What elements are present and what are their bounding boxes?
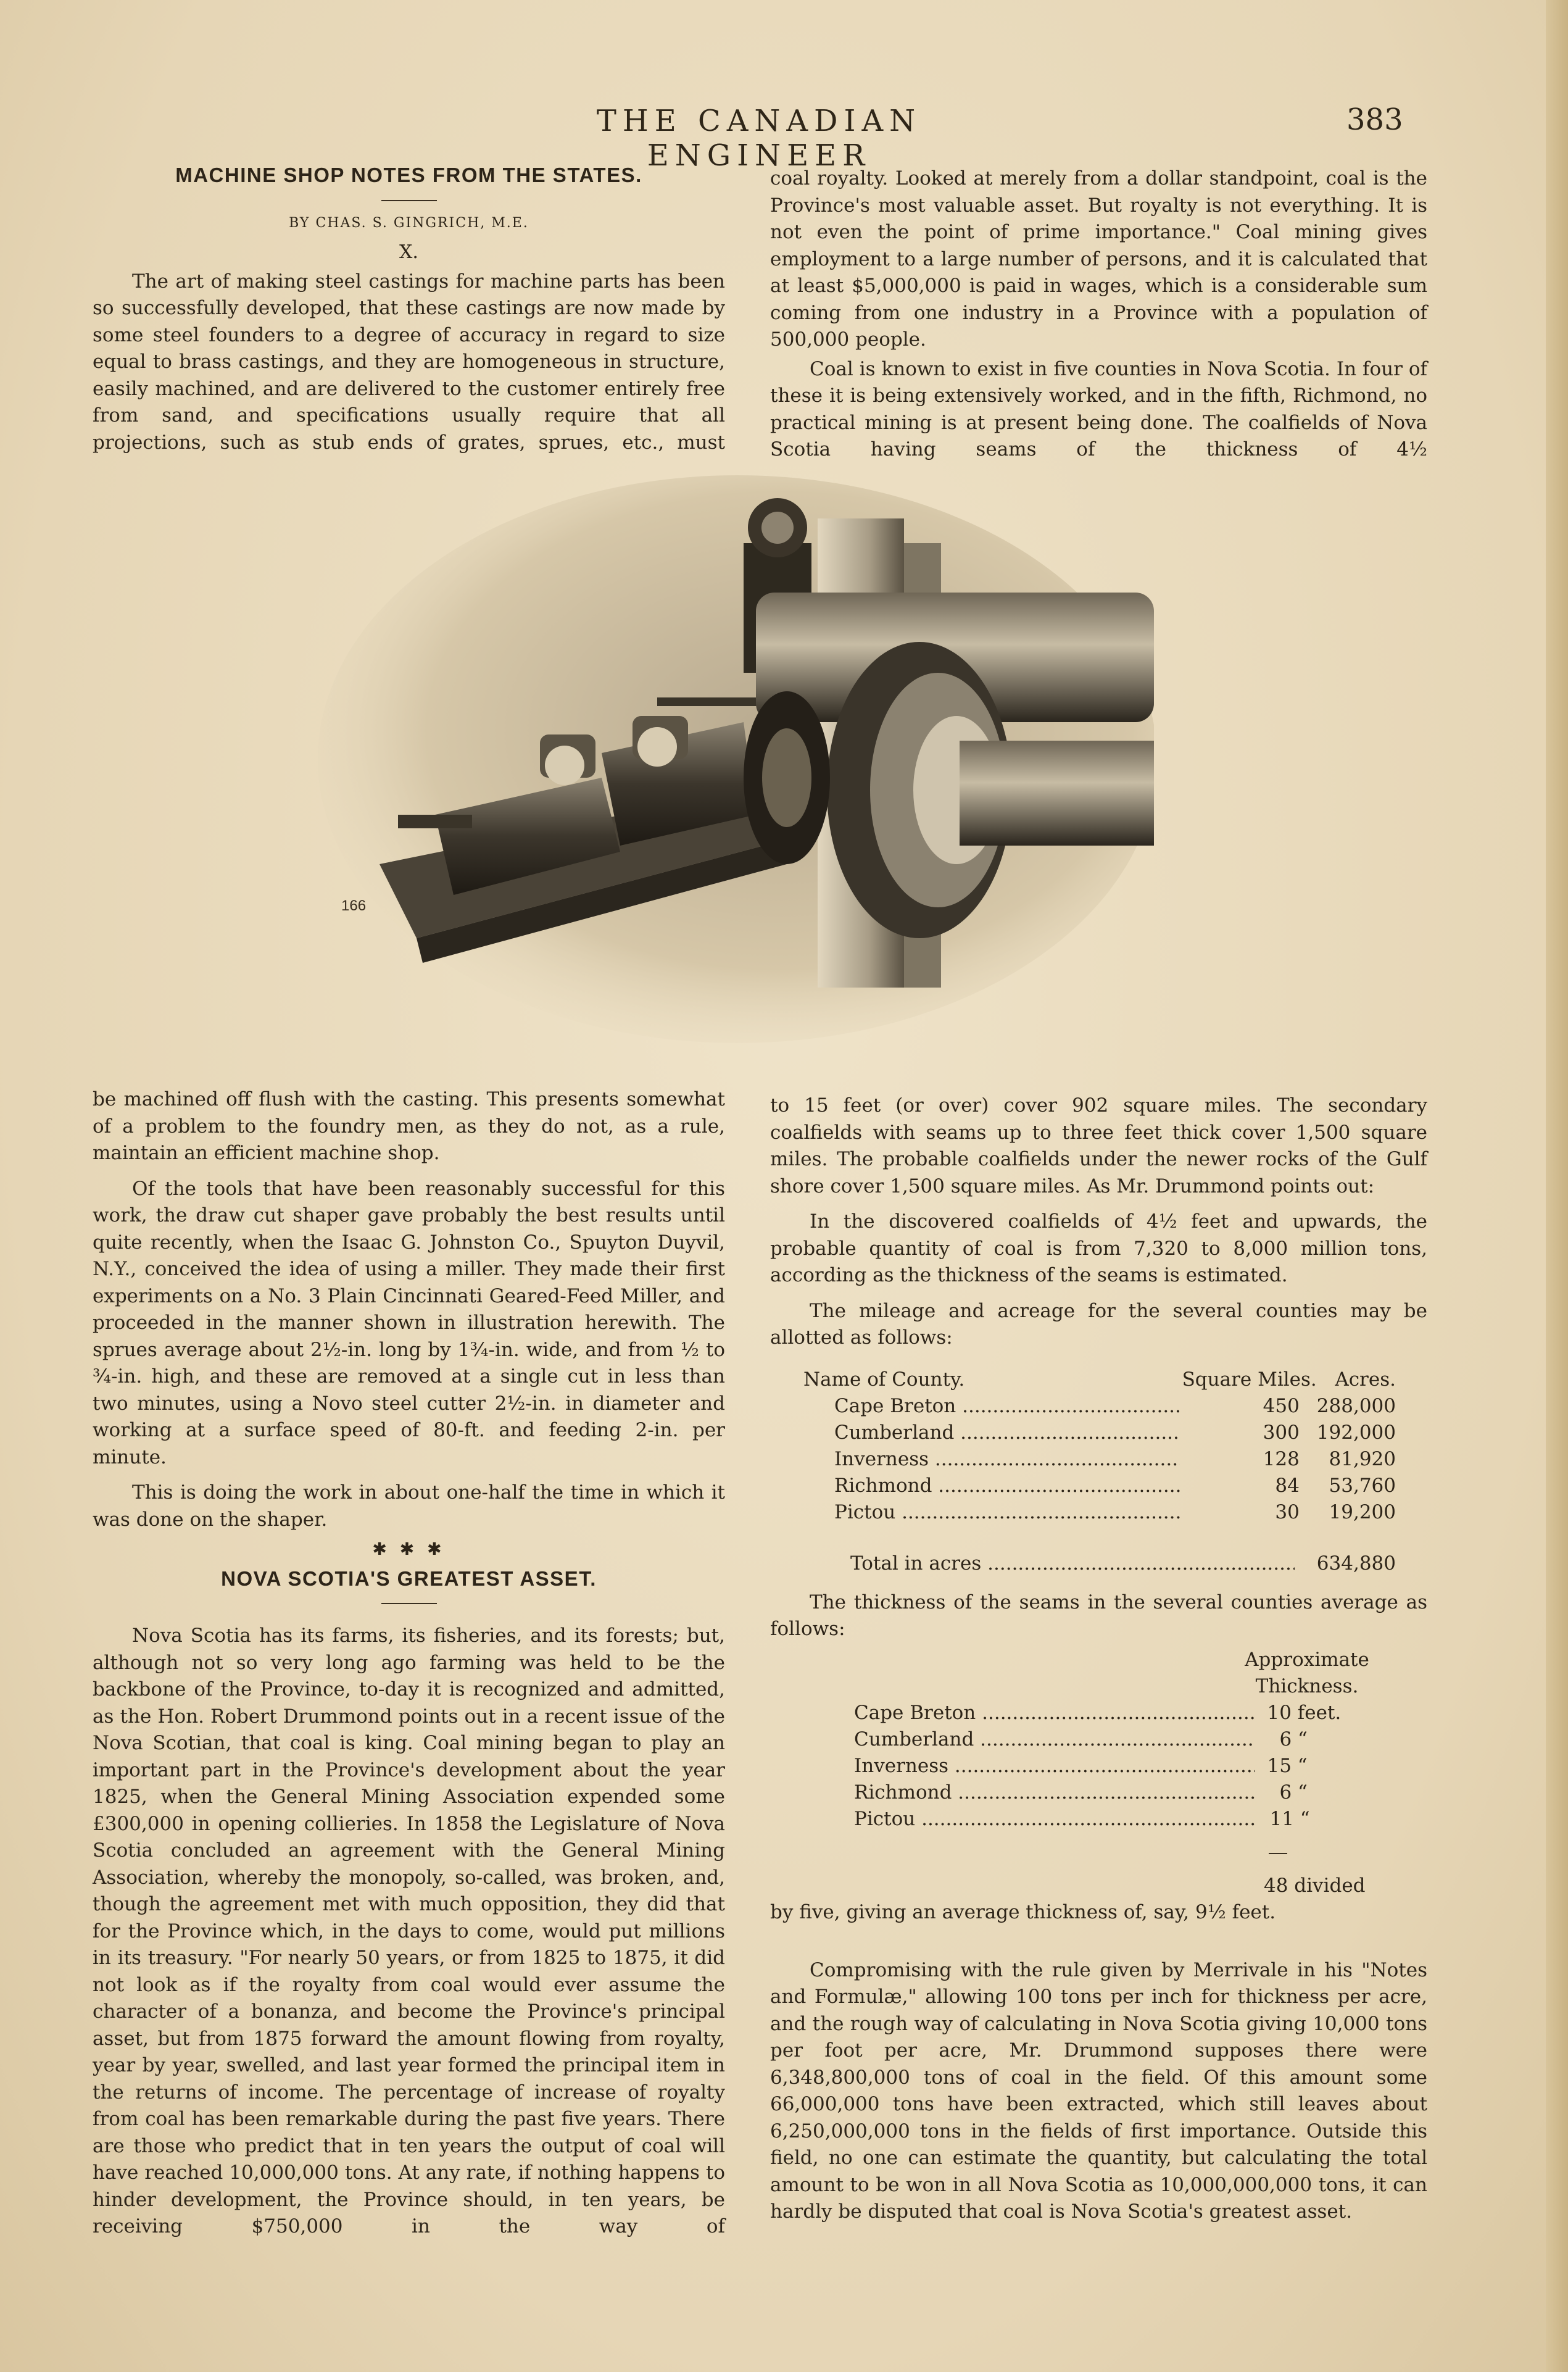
table-row [803, 1446, 1396, 1473]
machine-illustration [312, 469, 1154, 1043]
heading-rule [381, 1603, 437, 1604]
table-header [803, 1367, 1396, 1393]
thickness-value: 6 “ [1279, 1781, 1308, 1804]
table-row [803, 1393, 1396, 1420]
column-header: Acres. [1335, 1368, 1396, 1391]
square-miles: 450 [1263, 1394, 1300, 1417]
article1-paragraph: The art of making steel castings for machine parts has been so successfully developed, that these castings are now made by some steel founders to a degree of accuracy in regard to size equal to brass castings, and they are homogeneous in structure, easily machined, and are delivered to the customer entirely free from sand, and specifications usually require that all projections, such as stub ends of grates, sprues, etc., must [93, 270, 725, 454]
article2-paragraph: coal royalty. Looked at merely from a dollar standpoint, coal is the Province's most valuable asset. But royalty is not everything. It is not even the point of prime importance." Coal mining gives employment to a large number of persons, and it is calculated that at least $5,000,000 is paid in wages, which is a considerable sum coming from one industry in a Province with a population of 500,000 people. [770, 167, 1427, 351]
table-row [854, 1726, 1342, 1753]
county-name: Pictou ..... [834, 1499, 1180, 1526]
article1-top [93, 162, 725, 456]
thickness-value: 11 “ [1269, 1807, 1310, 1830]
county-name: Cape Breton ..... [854, 1700, 1255, 1726]
article1-part: X. [399, 241, 418, 263]
article2-paragraph: Nova Scotia has its farms, its fisheries, and its forests; but, although not so very long ago farming was held to be the backbone of the Province, to-day it is recognized and admitted, as the Hon. Robert Drummond points out in a recent issue of the Nova Scotian, that coal is king. Coal mining began to play an important part in the Province's development about the year 1825, when the General Mining Association expended some £300,000 in opening collieries. In 1858 the Legislature of Nova Scotia concluded an agreement with the General Mining Association, whereby the monopoly, so-called, was broken, and, though the agreement met with much opposition, they did that for the Province which, in the days to come, would put millions in its treasury. "For nearly 50 years, or from 1825 to 1875, it did not look as if the royalty from coal would ever assume the character of a bonanza, and become the Province's principal asset, but from 1875 forward the amount flowing from royalty, year by year, swelled, and last year formed the principal item in the returns of income. The percentage of increase of royalty from coal has been remarkable during the past five years. There are those who predict that in ten years the output of coal will have reached 10,000,000 tons. At any rate, if nothing happens to hinder development, the Province should, in ten years, be receiving $750,000 in the way of [93, 1625, 725, 2237]
thickness-table [854, 1700, 1342, 1833]
sum-rule [1269, 1840, 1427, 1867]
article2-bottom-right [770, 1092, 1427, 2226]
thickness-header [1239, 1647, 1375, 1700]
table-row [850, 1550, 1396, 1577]
acres: 81,920 [1329, 1447, 1396, 1470]
acres: 53,760 [1329, 1474, 1396, 1497]
acres: 288,000 [1316, 1394, 1396, 1417]
article2-paragraph: The mileage and acreage for the several counties may be allotted as follows: [770, 1299, 1427, 1349]
article1-paragraph: Of the tools that have been reasonably successful for this work, the draw cut shaper gave probably the best results until quite recently, when the Isaac G. Johnston Co., Spuyton Duyvil, N.Y., conceived the idea of using a miller. They made their first experiments on a No. 3 Plain Cincinnati Geared-Feed Miller, and proceeded in the manner shown in illustration herewith. The sprues average about 2½-in. long by 1¾-in. wide, and from ½ to ¾-in. high, and these are removed at a single cut in less than two minutes, using a Novo steel cutter 2½-in. in diameter and working at a surface speed of 80-ft. and feeding 2-in. per minute. [93, 1177, 725, 1468]
section-separator: ✱ ✱ ✱ [372, 1539, 446, 1559]
county-name: Cape Breton ..... [834, 1393, 1180, 1420]
thickness-value: 10 feet. [1267, 1701, 1342, 1724]
article1-heading: MACHINE SHOP NOTES FROM THE STATES. [175, 164, 642, 186]
square-miles: 30 [1275, 1500, 1300, 1523]
county-name: Cumberland ..... [854, 1726, 1255, 1753]
article2-top-right [770, 165, 1427, 464]
square-miles: 300 [1263, 1421, 1300, 1444]
acres: 192,000 [1316, 1421, 1396, 1444]
table-row [854, 1806, 1342, 1833]
article2-paragraph: In the discovered coalfields of 4½ feet and upwards, the probable quantity of coal is from 7,320 to 8,000 million tons, according as the thickness of the seams is estimated. [770, 1210, 1427, 1286]
figure-number: 166 [341, 897, 367, 914]
table-row [803, 1420, 1396, 1446]
article2-paragraph: by five, giving an average thickness of, say, 9½ feet. [770, 1901, 1276, 1923]
county-name: Cumberland ..... [834, 1420, 1180, 1446]
article2-paragraph: Compromising with the rule given by Merrivale in his "Notes and Formulæ," allowing 100 tons per inch for thickness per acre, and the rough way of calculating in Nova Scotia giving 10,000 tons per foot per acre, Mr. Drummond supposes there were 6,348,800,000 tons of coal in the field. Of this amount some 66,000,000 tons have been extracted, which still leaves about 6,250,000,000 tons in the fields of first importance. Outside this field, no one can estimate the quantity, but calculating the total amount to be won in all Nova Scotia as 10,000,000,000 tons, it can hardly be disputed that coal is Nova Scotia's greatest asset. [770, 1958, 1427, 2223]
running-header: THE CANADIAN ENGINEER [596, 104, 922, 173]
table-row [854, 1753, 1342, 1779]
thickness-header-line: Approximate [1245, 1648, 1369, 1671]
article1-paragraph: be machined off flush with the casting. This presents somewhat of a problem to the foundry men, as they do not, as a rule, maintain an efficient machine shop. [93, 1088, 725, 1164]
article2-paragraph: Coal is known to exist in five counties in Nova Scotia. In four of these it is being extensively worked, and in the fifth, Richmond, no practical mining is at present being done. The coalfields of Nova Scotia having seams of the thickness of 4½ [770, 357, 1427, 460]
article1-byline: BY CHAS. S. GINGRICH, M.E. [289, 215, 529, 231]
column-header: Name of County. [803, 1368, 965, 1391]
square-miles: 84 [1275, 1474, 1300, 1497]
page-number: 383 [1346, 102, 1403, 137]
page-edge [1546, 0, 1568, 2372]
county-name: Inverness ..... [854, 1753, 1255, 1779]
acres: 19,200 [1329, 1500, 1396, 1523]
table-row [803, 1499, 1396, 1526]
county-name: Pictou ..... [854, 1806, 1255, 1833]
county-name: Richmond ..... [834, 1473, 1180, 1499]
table-row [854, 1700, 1342, 1726]
article2-paragraph: The thickness of the seams in the several counties average as follows: [770, 1591, 1427, 1640]
thickness-header-line: Thickness. [1255, 1675, 1359, 1697]
acreage-table [803, 1367, 1396, 1526]
article2-paragraph: to 15 feet (or over) cover 902 square miles. The secondary coalfields with seams up to three feet thick cover 1,500 square miles. The probable coalfields under the newer rocks of the Gulf shore cover 1,500 square miles. As Mr. Drummond points out: [770, 1094, 1427, 1197]
milling-machine-image [312, 469, 1154, 1043]
table-row [803, 1473, 1396, 1499]
article2-heading: NOVA SCOTIA'S GREATEST ASSET. [221, 1567, 597, 1590]
county-name: Inverness ..... [834, 1446, 1180, 1473]
thickness-sum: 48 divided [1264, 1875, 1366, 1897]
acreage-total [850, 1550, 1396, 1577]
table-row [854, 1779, 1342, 1806]
column-header: Square Miles. [1182, 1368, 1317, 1391]
thickness-value: 15 “ [1267, 1754, 1308, 1777]
article1-paragraph: This is doing the work in about one-half the time in which it was done on the shaper. [93, 1481, 725, 1531]
square-miles: 128 [1263, 1447, 1300, 1470]
article1-bottom [93, 1086, 725, 2241]
heading-rule [381, 200, 437, 201]
county-name: Richmond ..... [854, 1779, 1255, 1806]
total-label: Total in acres ..... [850, 1550, 1295, 1577]
total-value: 634,880 [1316, 1552, 1396, 1575]
thickness-value: 6 “ [1279, 1728, 1308, 1750]
